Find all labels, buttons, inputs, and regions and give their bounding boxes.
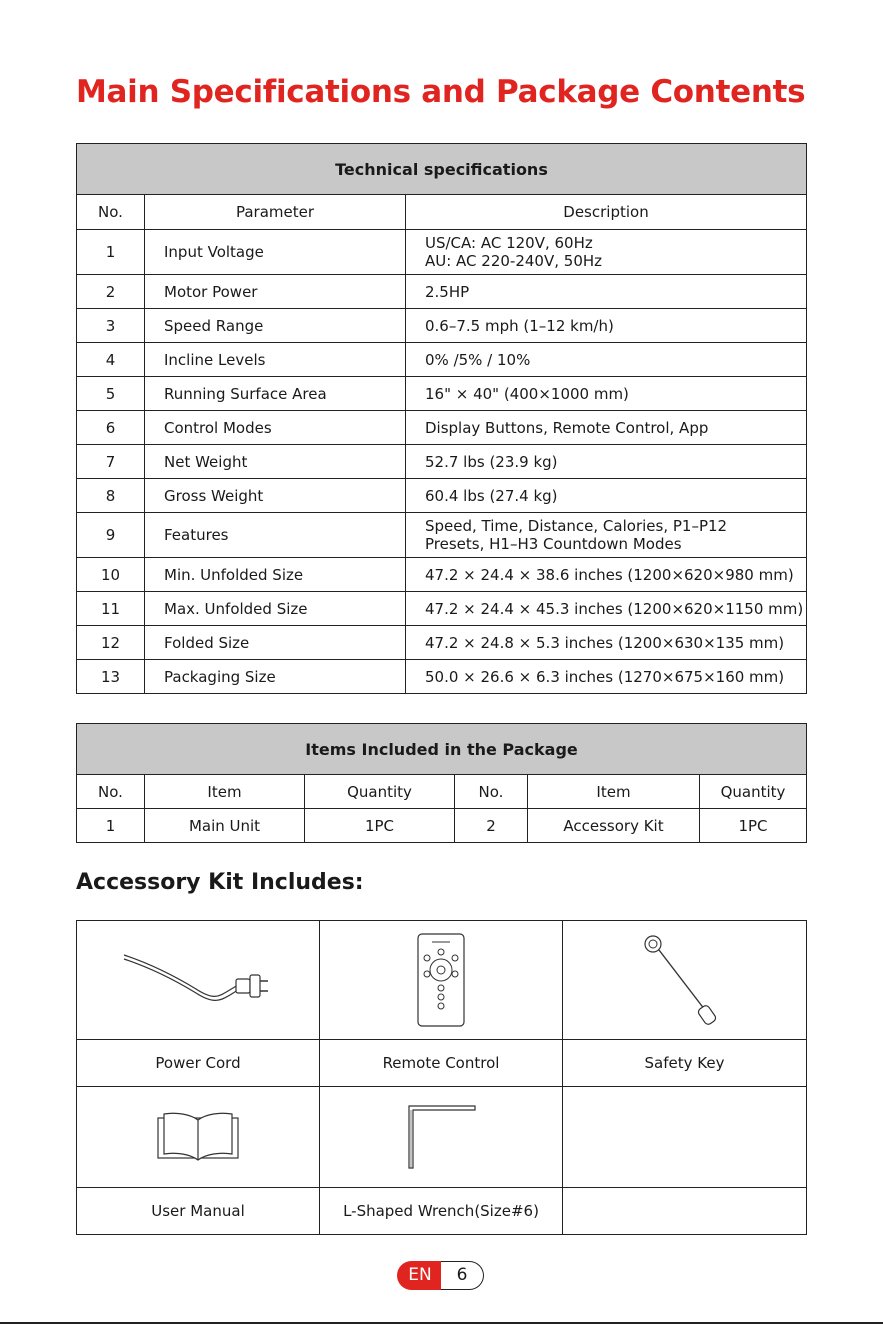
spec-description-line: 0% /5% / 10% [425,350,531,369]
language-label: EN [397,1261,443,1290]
spec-description-line: Presets, H1–H3 Countdown Modes [425,535,682,553]
pkg-cell: 2 [455,809,528,843]
empty-cell [563,1087,807,1188]
pkg-col-item-2: Item [528,775,700,809]
spec-description-cell [406,660,807,694]
kit-item-label: Power Cord [77,1040,320,1087]
accessory-kit-table [76,920,807,1235]
spec-parameter-cell: Max. Unfolded Size [145,592,406,626]
spec-no-cell: 13 [77,660,145,694]
spec-description-line: 0.6–7.5 mph (1–12 km/h) [425,316,614,335]
spec-description-cell [406,479,807,513]
spec-description-cell [406,592,807,626]
spec-no-cell: 2 [77,275,145,309]
spec-parameter-cell: Folded Size [145,626,406,660]
technical-specifications-table [76,143,807,694]
kit-item-label [563,1188,807,1235]
spec-no-cell: 5 [77,377,145,411]
pkg-col-quantity: Quantity [305,775,455,809]
spec-col-parameter: Parameter [145,195,406,230]
pkg-cell: 1PC [700,809,807,843]
spec-col-no: No. [77,195,145,230]
kit-item-label: Remote Control [320,1040,563,1087]
spec-no-cell: 4 [77,343,145,377]
spec-description-cell [406,411,807,445]
spec-description-cell [406,513,807,558]
table-row [77,479,807,513]
kit-item-label: L-Shaped Wrench(Size#6) [320,1188,563,1235]
kit-item-label: Safety Key [563,1040,807,1087]
spec-no-cell: 8 [77,479,145,513]
accessory-kit-heading: Accessory Kit Includes: [76,870,364,895]
table-row [77,626,807,660]
spec-no-cell: 9 [77,513,145,558]
user-manual-icon [156,1110,240,1164]
table-row [77,660,807,694]
power-cord-icon [118,945,278,1015]
spec-parameter-cell: Features [145,513,406,558]
table-row [77,558,807,592]
spec-description-line: 60.4 lbs (27.4 kg) [425,486,558,505]
spec-description-cell [406,626,807,660]
remote-control-cell [320,921,563,1040]
table-row [77,411,807,445]
table-row [77,230,807,275]
remote-control-icon [416,932,466,1028]
spec-description-line: 47.2 × 24.8 × 5.3 inches (1200×630×135 mm) [425,633,785,652]
spec-parameter-cell: Speed Range [145,309,406,343]
spec-parameter-cell: Input Voltage [145,230,406,275]
spec-description-cell [406,309,807,343]
package-table-heading: Items Included in the Package [77,724,807,775]
spec-description-cell [406,445,807,479]
spec-parameter-cell: Min. Unfolded Size [145,558,406,592]
power-cord-cell [77,921,320,1040]
spec-description-cell [406,230,807,275]
spec-no-cell: 1 [77,230,145,275]
pkg-cell: 1 [77,809,145,843]
page-number: 6 [441,1261,484,1290]
spec-parameter-cell: Incline Levels [145,343,406,377]
spec-parameter-cell: Control Modes [145,411,406,445]
table-row [77,309,807,343]
pkg-col-quantity-2: Quantity [700,775,807,809]
spec-no-cell: 12 [77,626,145,660]
spec-parameter-cell: Motor Power [145,275,406,309]
table-row [77,445,807,479]
pkg-cell: Main Unit [145,809,305,843]
spec-description-line: Display Buttons, Remote Control, App [425,418,709,437]
spec-col-description: Description [406,195,807,230]
spec-description-cell [406,275,807,309]
pkg-cell: Accessory Kit [528,809,700,843]
spec-no-cell: 11 [77,592,145,626]
spec-description-line: Speed, Time, Distance, Calories, P1–P12 [425,517,728,535]
pkg-col-item: Item [145,775,305,809]
spec-description-cell [406,343,807,377]
spec-parameter-cell: Gross Weight [145,479,406,513]
safety-key-cell [563,921,807,1040]
spec-description-line: US/CA: AC 120V, 60Hz [425,234,593,252]
spec-no-cell: 10 [77,558,145,592]
spec-parameter-cell: Net Weight [145,445,406,479]
spec-description-line: 47.2 × 24.4 × 45.3 inches (1200×620×1150 mm) [425,599,804,618]
page-title: Main Specifications and Package Contents [76,74,806,110]
table-row [77,513,807,558]
l-wrench-icon [401,1102,481,1172]
table-row [77,343,807,377]
pkg-col-no-2: No. [455,775,528,809]
user-manual-cell [77,1087,320,1188]
table-row [77,592,807,626]
spec-description-line: AU: AC 220-240V, 50Hz [425,252,603,270]
spec-no-cell: 3 [77,309,145,343]
spec-description-line: 47.2 × 24.4 × 38.6 inches (1200×620×980 mm) [425,565,794,584]
kit-item-label: User Manual [77,1188,320,1235]
table-row [77,275,807,309]
pkg-cell: 1PC [305,809,455,843]
table-row [77,809,807,843]
table-row [77,377,807,411]
spec-table-heading: Technical specifications [77,144,807,195]
spec-description-cell [406,377,807,411]
spec-description-line: 2.5HP [425,282,470,301]
spec-description-line: 50.0 × 26.6 × 6.3 inches (1270×675×160 mm) [425,667,785,686]
spec-parameter-cell: Running Surface Area [145,377,406,411]
spec-parameter-cell: Packaging Size [145,660,406,694]
safety-key-icon [635,932,735,1028]
spec-description-cell [406,558,807,592]
pkg-col-no: No. [77,775,145,809]
package-items-table [76,723,807,843]
l-wrench-cell [320,1087,563,1188]
spec-no-cell: 6 [77,411,145,445]
spec-no-cell: 7 [77,445,145,479]
page-number-badge [397,1261,485,1290]
spec-description-line: 16" × 40" (400×1000 mm) [425,384,629,403]
spec-description-line: 52.7 lbs (23.9 kg) [425,452,558,471]
